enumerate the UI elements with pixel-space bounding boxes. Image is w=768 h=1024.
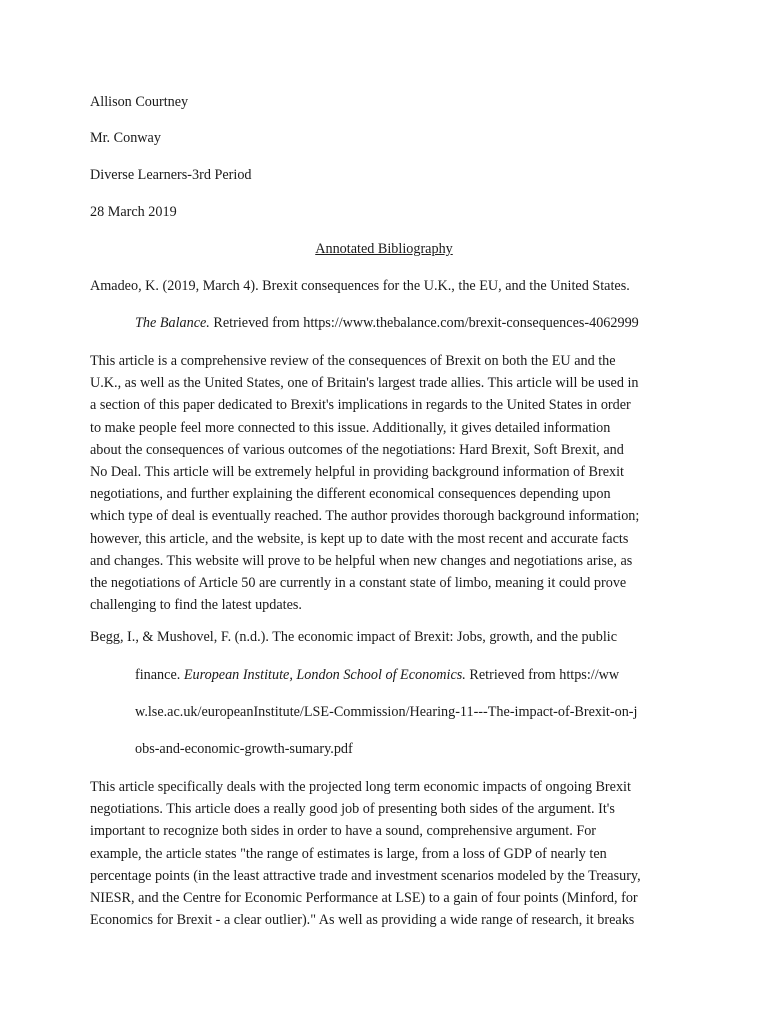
teacher-name: Mr. Conway bbox=[90, 130, 161, 146]
entry1-source: The Balance. bbox=[135, 315, 210, 331]
entry2-citation-line4: obs-and-economic-growth-sumary.pdf bbox=[135, 741, 353, 757]
entry1-annotation bbox=[90, 350, 690, 616]
annotation-line: to make people feel more connected to this issue. Additionally, it gives detailed information bbox=[90, 419, 611, 436]
entry1-citation-line2 bbox=[135, 312, 639, 334]
annotation-line: a section of this paper dedicated to Brexit's implications in regards to the United States in order bbox=[90, 397, 631, 414]
annotation-line: This article is a comprehensive review of the consequences of Brexit on both the EU and the bbox=[90, 353, 616, 369]
annotation-line: however, this article, and the website, is kept up to date with the most recent and accurate facts bbox=[90, 530, 629, 547]
entry2-citation-line3: w.lse.ac.uk/europeanInstitute/LSE-Commission/Hearing-11---The-impact-of-Brexit-on-j bbox=[135, 704, 638, 720]
annotation-line: the negotiations of Article 50 are currently in a constant state of limbo, meaning it could prove bbox=[90, 575, 627, 592]
annotation-line: percentage points (in the least attractive trade and investment scenarios modeled by the Treasury, bbox=[90, 867, 641, 884]
annotation-line: This article specifically deals with the projected long term economic impacts of ongoing Brexit bbox=[90, 779, 631, 795]
entry2-citation-line2 bbox=[135, 664, 619, 686]
entry2-annotation bbox=[90, 776, 690, 931]
annotation-line: example, the article states "the range of estimates is large, from a loss of GDP of nearly ten bbox=[90, 845, 607, 862]
course-name: Diverse Learners-3rd Period bbox=[90, 167, 252, 183]
annotation-line: negotiations, and further explaining the different economical consequences depending upon bbox=[90, 486, 611, 503]
entry2-citation-line1: Begg, I., & Mushovel, F. (n.d.). The economic impact of Brexit: Jobs, growth, and the public bbox=[90, 629, 618, 645]
annotation-line: Economics for Brexit - a clear outlier)." As well as providing a wide range of research, it breaks bbox=[90, 912, 635, 929]
document-date: 28 March 2019 bbox=[90, 204, 177, 220]
entry1-retrieved: Retrieved from https://www.thebalance.com/brexit-consequences-4062999 bbox=[209, 315, 639, 331]
annotation-line: challenging to find the latest updates. bbox=[90, 597, 302, 614]
entry1-citation-line1: Amadeo, K. (2019, March 4). Brexit consequences for the U.K., the EU, and the United States. bbox=[90, 278, 630, 294]
entry2-title-end: finance. bbox=[135, 667, 184, 683]
document-title: Annotated Bibliography bbox=[315, 241, 453, 257]
annotation-line: negotiations. This article does a really good job of presenting both sides of the argument. It's bbox=[90, 801, 615, 818]
annotation-line: NIESR, and the Centre for Economic Performance at LSE) to a gain of four points (Minford, for bbox=[90, 890, 638, 907]
annotation-line: which type of deal is eventually reached. The author provides thorough background information; bbox=[90, 508, 640, 525]
annotation-line: U.K., as well as the United States, one of Britain's largest trade allies. This article will be used in bbox=[90, 375, 639, 392]
student-name: Allison Courtney bbox=[90, 94, 189, 110]
annotation-line: and changes. This website will prove to be helpful when new changes and negotiations arise, as bbox=[90, 552, 633, 569]
annotation-line: No Deal. This article will be extremely helpful in providing background information of Brexit bbox=[90, 464, 624, 481]
annotation-line: about the consequences of various outcomes of the negotiations: Hard Brexit, Soft Brexit, and bbox=[90, 441, 624, 458]
entry2-source: European Institute, London School of Economics. bbox=[183, 667, 466, 683]
entry2-retrieved: Retrieved from https://ww bbox=[465, 667, 620, 683]
annotation-line: important to recognize both sides in order to have a sound, comprehensive argument. For bbox=[90, 823, 597, 840]
